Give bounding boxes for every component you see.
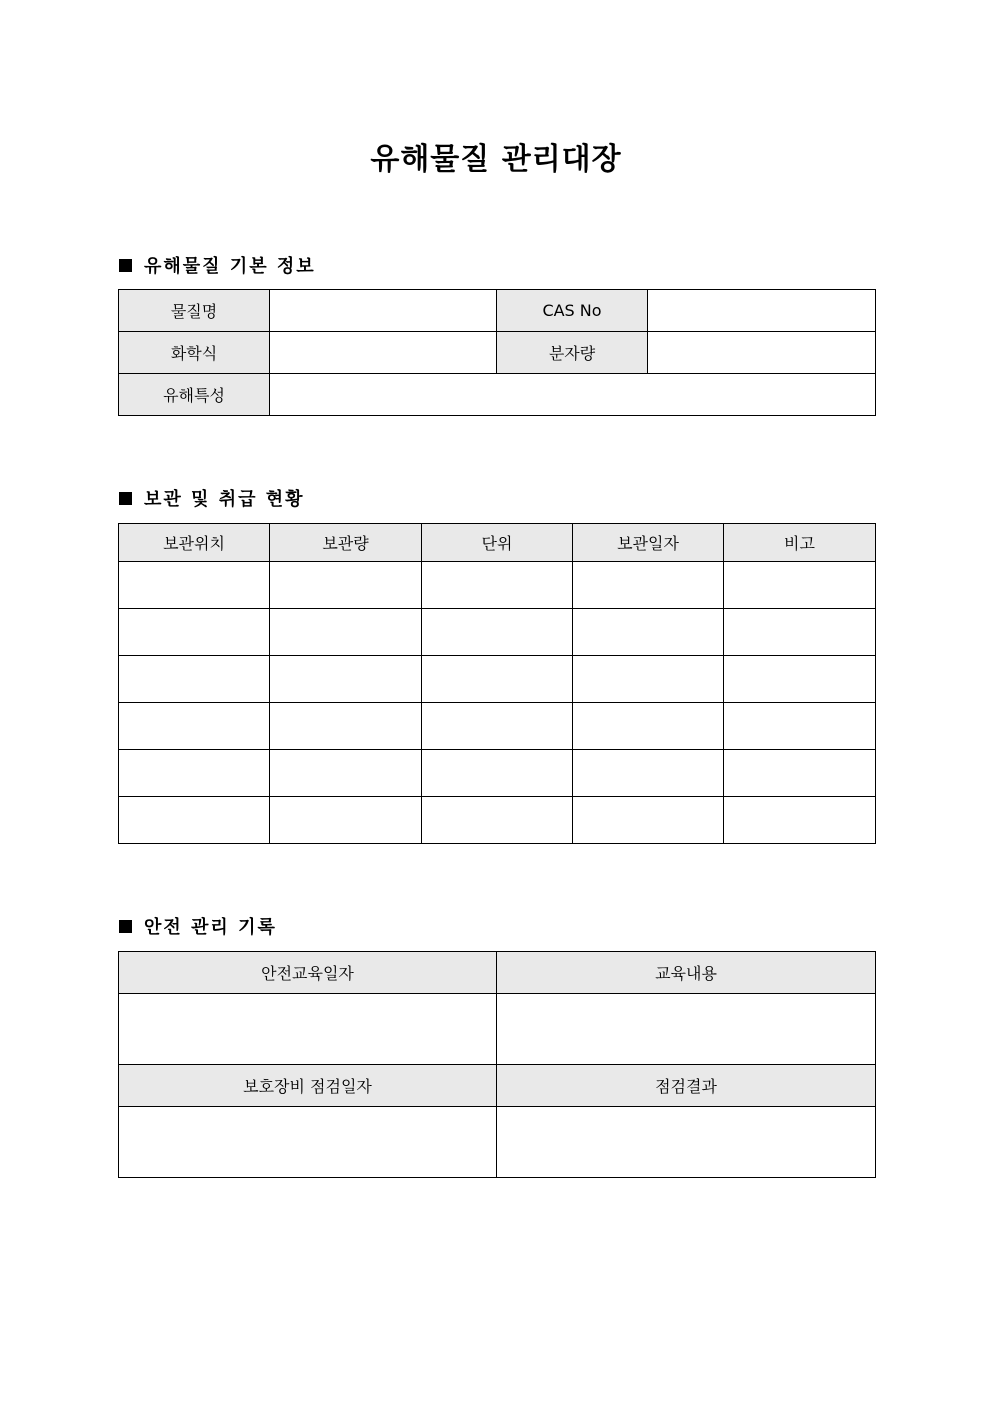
label-equipment-check-date: 보호장비 점검일자 bbox=[119, 1065, 497, 1107]
storage-date-cell[interactable] bbox=[573, 656, 724, 703]
remarks-cell[interactable] bbox=[724, 797, 876, 844]
section-heading-text: 유해물질 기본 정보 bbox=[144, 256, 316, 277]
table-row bbox=[119, 374, 876, 416]
storage-location-cell[interactable] bbox=[119, 562, 270, 609]
square-bullet-icon bbox=[119, 259, 132, 272]
cas-no-field[interactable] bbox=[648, 290, 876, 332]
column-header-remarks: 비고 bbox=[724, 524, 876, 562]
section-heading-text: 보관 및 취급 현황 bbox=[144, 489, 305, 510]
unit-cell[interactable] bbox=[422, 562, 573, 609]
table-row bbox=[119, 562, 876, 609]
label-training-date: 안전교육일자 bbox=[119, 952, 497, 994]
unit-cell[interactable] bbox=[422, 703, 573, 750]
substance-name-field[interactable] bbox=[270, 290, 497, 332]
square-bullet-icon bbox=[119, 492, 132, 505]
label-substance-name: 물질명 bbox=[119, 290, 270, 332]
table-header-row bbox=[119, 524, 876, 562]
section-heading-safety bbox=[119, 913, 277, 939]
storage-date-cell[interactable] bbox=[573, 797, 724, 844]
column-header-unit: 단위 bbox=[422, 524, 573, 562]
table-row bbox=[119, 703, 876, 750]
label-molecular-weight: 분자량 bbox=[497, 332, 648, 374]
square-bullet-icon bbox=[119, 920, 132, 933]
unit-cell[interactable] bbox=[422, 656, 573, 703]
column-header-storage-amount: 보관량 bbox=[270, 524, 422, 562]
storage-date-cell[interactable] bbox=[573, 609, 724, 656]
remarks-cell[interactable] bbox=[724, 656, 876, 703]
storage-amount-cell[interactable] bbox=[270, 609, 422, 656]
remarks-cell[interactable] bbox=[724, 703, 876, 750]
equipment-check-date-field[interactable] bbox=[119, 1107, 497, 1178]
storage-amount-cell[interactable] bbox=[270, 797, 422, 844]
remarks-cell[interactable] bbox=[724, 609, 876, 656]
table-row bbox=[119, 332, 876, 374]
check-result-field[interactable] bbox=[497, 1107, 876, 1178]
document-title: 유해물질 관리대장 bbox=[370, 142, 622, 177]
label-training-content: 교육내용 bbox=[497, 952, 876, 994]
column-header-storage-location: 보관위치 bbox=[119, 524, 270, 562]
label-chemical-formula: 화학식 bbox=[119, 332, 270, 374]
table-row bbox=[119, 290, 876, 332]
table-row bbox=[119, 656, 876, 703]
unit-cell[interactable] bbox=[422, 609, 573, 656]
label-hazard-properties: 유해특성 bbox=[119, 374, 270, 416]
section-heading-text: 안전 관리 기록 bbox=[144, 917, 277, 938]
table-row bbox=[119, 1107, 876, 1178]
remarks-cell[interactable] bbox=[724, 750, 876, 797]
label-check-result: 점검결과 bbox=[497, 1065, 876, 1107]
storage-location-cell[interactable] bbox=[119, 797, 270, 844]
storage-date-cell[interactable] bbox=[573, 562, 724, 609]
safety-record-table bbox=[118, 951, 876, 1178]
storage-date-cell[interactable] bbox=[573, 750, 724, 797]
training-content-field[interactable] bbox=[497, 994, 876, 1065]
table-header-row bbox=[119, 1065, 876, 1107]
storage-amount-cell[interactable] bbox=[270, 750, 422, 797]
table-row bbox=[119, 750, 876, 797]
hazard-properties-field[interactable] bbox=[270, 374, 876, 416]
storage-amount-cell[interactable] bbox=[270, 703, 422, 750]
molecular-weight-field[interactable] bbox=[648, 332, 876, 374]
storage-amount-cell[interactable] bbox=[270, 656, 422, 703]
training-date-field[interactable] bbox=[119, 994, 497, 1065]
column-header-storage-date: 보관일자 bbox=[573, 524, 724, 562]
section-heading-basic-info bbox=[119, 252, 316, 278]
table-header-row bbox=[119, 952, 876, 994]
chemical-formula-field[interactable] bbox=[270, 332, 497, 374]
unit-cell[interactable] bbox=[422, 797, 573, 844]
unit-cell[interactable] bbox=[422, 750, 573, 797]
label-cas-no: CAS No bbox=[497, 290, 648, 332]
table-row bbox=[119, 609, 876, 656]
storage-location-cell[interactable] bbox=[119, 656, 270, 703]
table-row bbox=[119, 994, 876, 1065]
storage-amount-cell[interactable] bbox=[270, 562, 422, 609]
basic-info-table bbox=[118, 289, 876, 416]
remarks-cell[interactable] bbox=[724, 562, 876, 609]
storage-table bbox=[118, 523, 876, 844]
storage-location-cell[interactable] bbox=[119, 609, 270, 656]
storage-location-cell[interactable] bbox=[119, 703, 270, 750]
section-heading-storage bbox=[119, 485, 305, 511]
table-row bbox=[119, 797, 876, 844]
storage-location-cell[interactable] bbox=[119, 750, 270, 797]
storage-date-cell[interactable] bbox=[573, 703, 724, 750]
